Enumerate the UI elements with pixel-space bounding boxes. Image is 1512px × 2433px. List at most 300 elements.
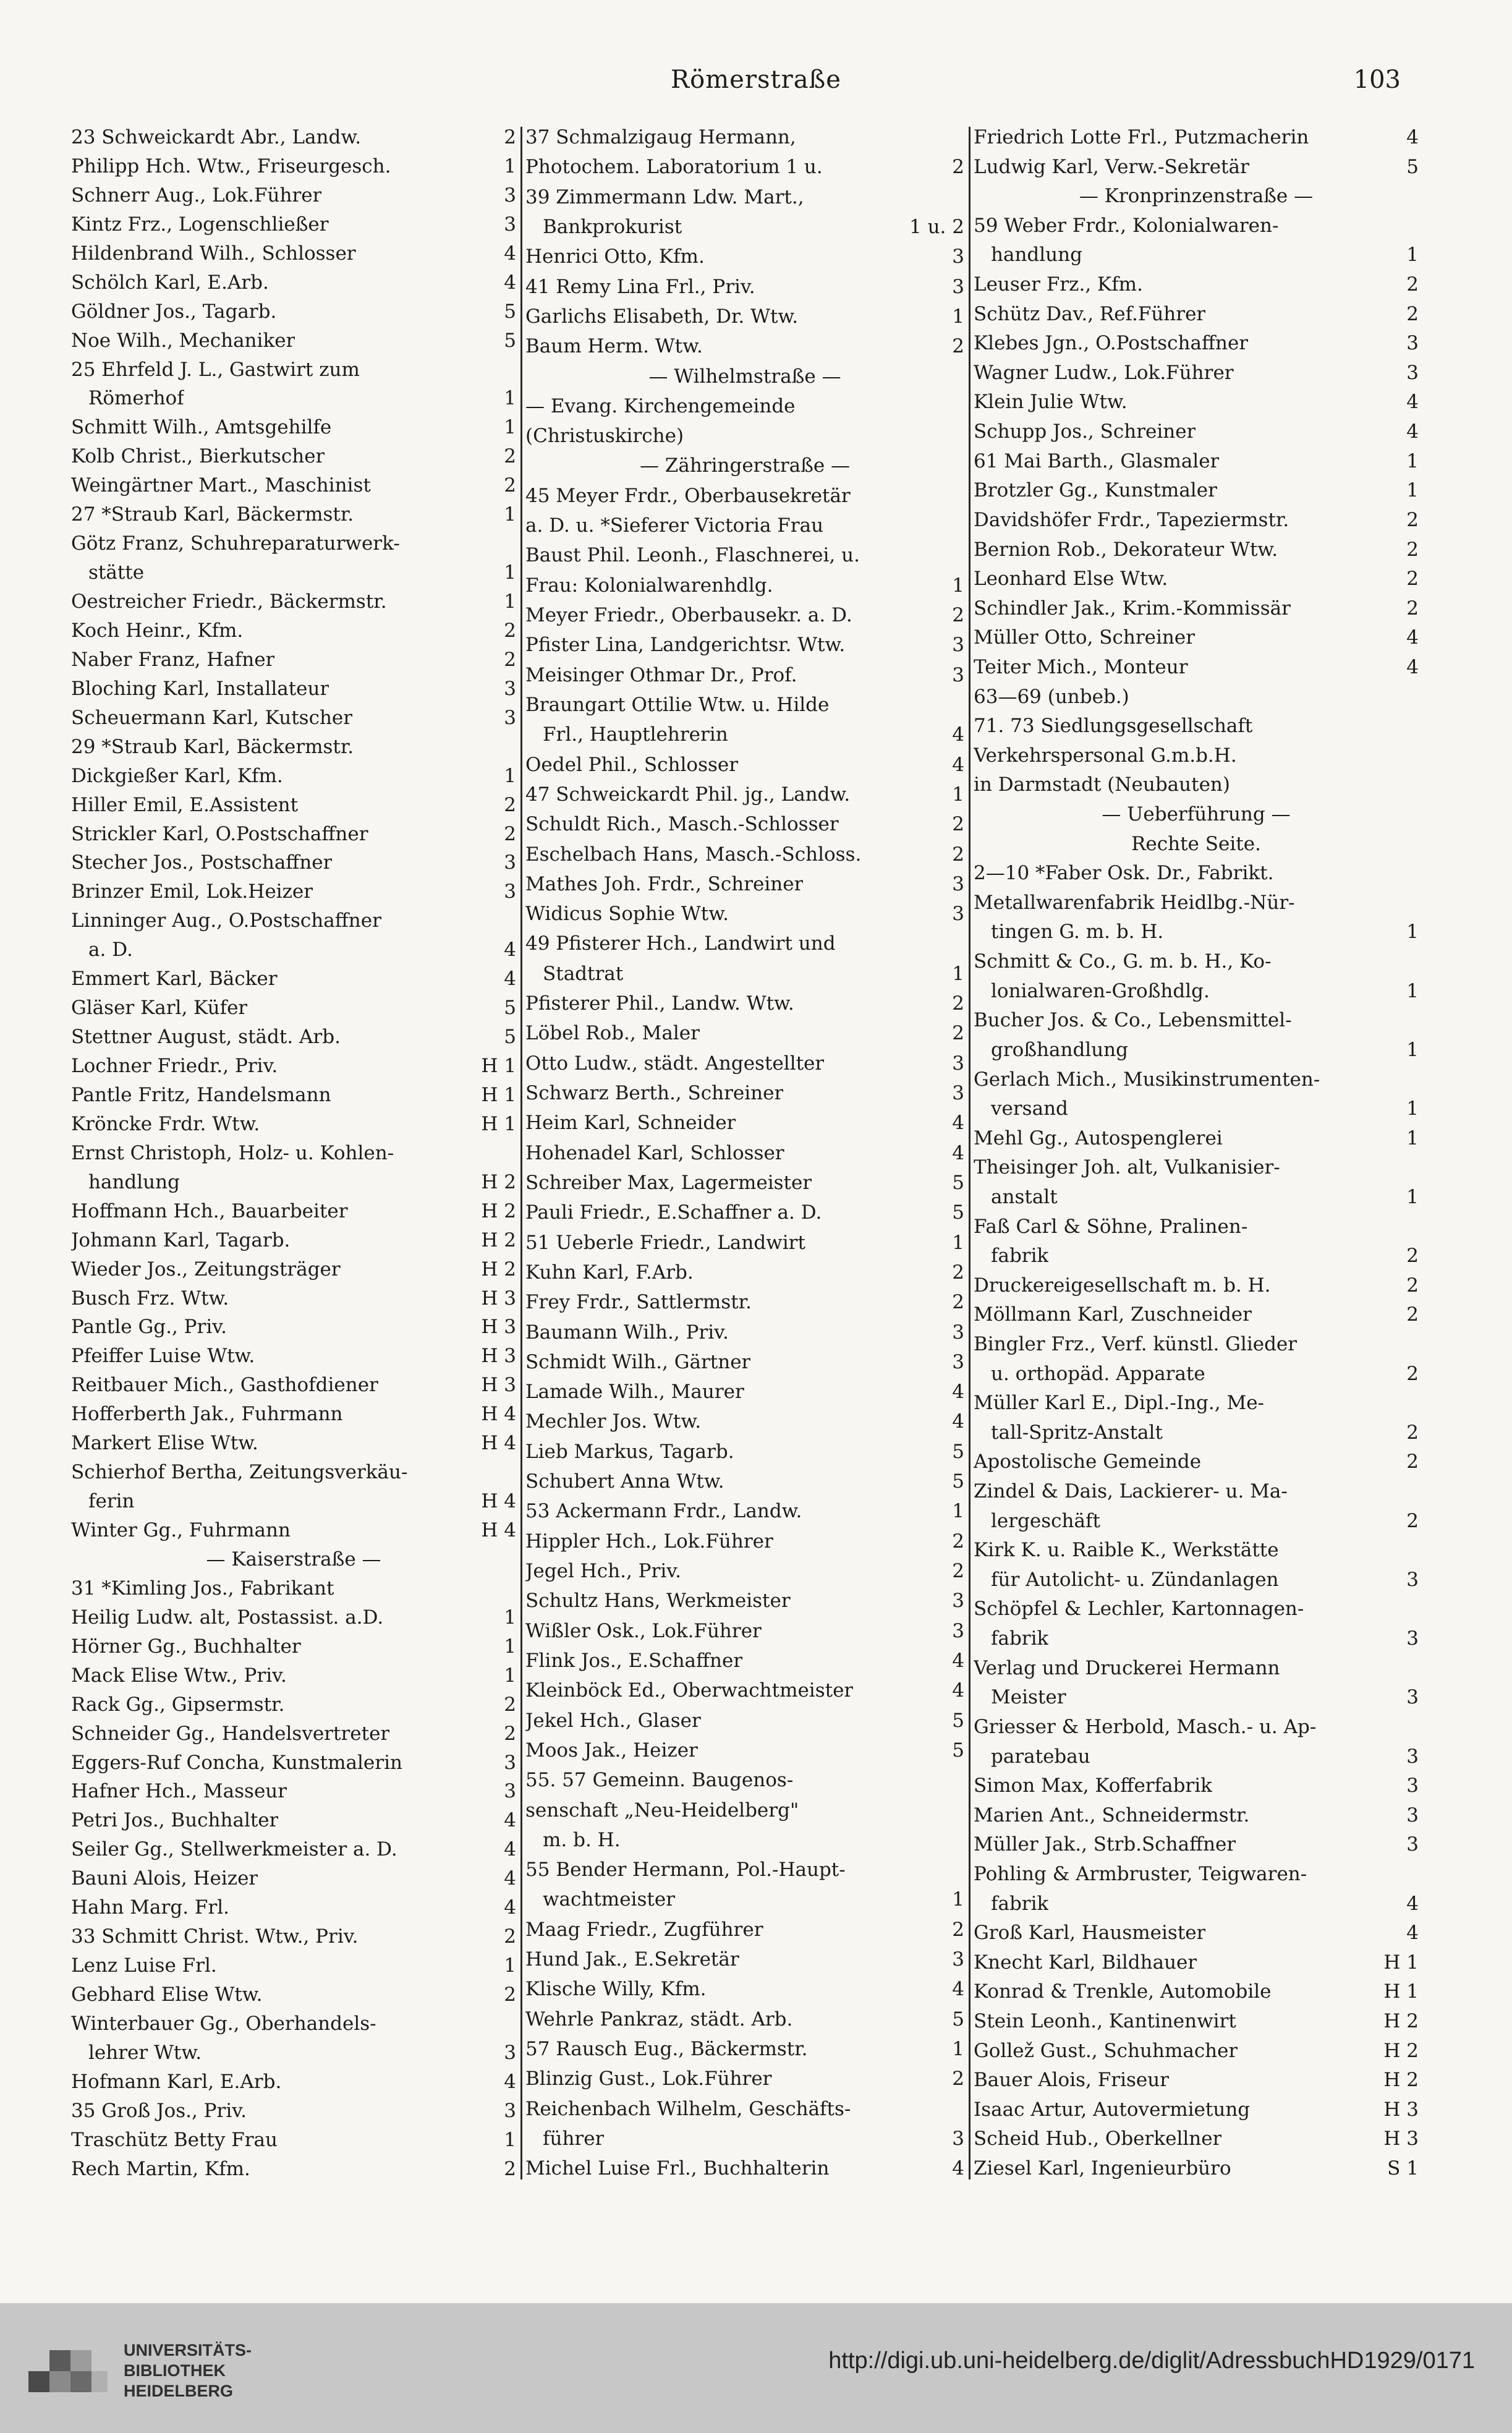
directory-entry — [71, 475, 516, 496]
entry-floor: 3 — [1406, 1628, 1419, 1650]
entry-floor: H 4 — [481, 1404, 516, 1425]
entry-floor: 1 — [504, 1606, 516, 1628]
entry-floor: 1 — [1406, 1127, 1419, 1149]
source-url-link[interactable]: http://digi.ub.uni-heidelberg.de/diglit/AdressbuchHD1929/0171 — [828, 2348, 1475, 2374]
directory-entry — [525, 1979, 964, 2000]
entry-floor: 1 — [952, 1232, 964, 1253]
entry-floor: 2 — [504, 1694, 516, 1715]
entry-floor: 1 — [504, 388, 516, 409]
entry-text: lergeschäft — [991, 1510, 1100, 1532]
entry-floor: H 2 — [481, 1200, 516, 1222]
directory-entry — [525, 1889, 964, 1910]
entry-text: Winter Gg., Fuhrmann — [71, 1520, 291, 1541]
entry-floor: H 3 — [1383, 2099, 1419, 2120]
entry-text: Wehrle Pankraz, städt. Arb. — [525, 2008, 793, 2030]
entry-text: Koch Heinr., Kfm. — [71, 620, 244, 642]
directory-entry — [71, 1114, 516, 1135]
entry-text: Naber Franz, Hafner — [71, 649, 275, 670]
entry-floor: 3 — [1406, 1804, 1419, 1826]
entry-text: Schupp Jos., Schreiner — [974, 421, 1196, 443]
directory-entry — [974, 421, 1419, 442]
entry-text: Theisinger Joh. alt, Vulkanisier- — [974, 1157, 1280, 1178]
entry-floor: 4 — [504, 271, 516, 293]
entry-text: 51 Ueberle Friedr., Landwirt — [525, 1232, 805, 1253]
entry-text: Blinzig Gust., Lok.Führer — [525, 2068, 772, 2090]
entry-text: 61 Mai Barth., Glasmaler — [974, 450, 1220, 472]
entry-text: Gollež Gust., Schuhmacher — [974, 2040, 1238, 2061]
street-heading — [525, 366, 964, 387]
entry-floor: H 2 — [481, 1171, 516, 1193]
directory-entry — [71, 1172, 516, 1193]
entry-floor: 1 u. 2 — [909, 216, 964, 238]
entry-floor: 2 — [952, 336, 964, 357]
entry-text: Kleinböck Ed., Oberwachtmeister — [525, 1680, 854, 1702]
entry-floor: 3 — [1406, 333, 1419, 354]
entry-text: Schubert Anna Wtw. — [525, 1471, 724, 1493]
directory-entry — [71, 852, 516, 873]
directory-entry — [71, 156, 516, 177]
entry-text: Maag Friedr., Zugführer — [525, 1919, 763, 1940]
entry-floor: 2 — [504, 475, 516, 496]
directory-entry — [71, 795, 516, 816]
entry-text: Mehl Gg., Autospenglerei — [974, 1127, 1223, 1149]
directory-entry — [974, 1010, 1419, 1031]
entry-text: Schuldt Rich., Masch.-Schlosser — [525, 814, 839, 835]
entry-floor: H 4 — [481, 1491, 516, 1512]
directory-column-3 — [974, 127, 1419, 2179]
entry-text: anstalt — [991, 1186, 1058, 1208]
directory-entry — [71, 1462, 516, 1483]
directory-entry — [974, 480, 1419, 501]
entry-text: Schnerr Aug., Lok.Führer — [71, 184, 322, 206]
entry-text: Stettner August, städt. Arb. — [71, 1026, 341, 1048]
entry-text: 55. 57 Gemeinn. Baugenos- — [525, 1770, 794, 1791]
directory-entry — [71, 1026, 516, 1047]
entry-floor: 1 — [952, 1501, 964, 1522]
directory-entry — [974, 1716, 1419, 1737]
entry-floor: 4 — [952, 1142, 964, 1164]
entry-text: fabrik — [991, 1893, 1049, 1914]
entry-floor: 2 — [504, 1723, 516, 1744]
entry-floor: 2 — [504, 127, 516, 148]
directory-entry — [974, 2069, 1419, 2090]
directory-entry — [71, 1636, 516, 1657]
directory-entry — [974, 1952, 1419, 1973]
directory-entry — [525, 605, 964, 626]
directory-entry — [71, 1868, 516, 1889]
entry-text: versand — [991, 1098, 1068, 1120]
directory-entry — [525, 336, 964, 357]
entry-floor: 4 — [952, 1650, 964, 1672]
directory-entry — [71, 1374, 516, 1395]
directory-entry — [525, 2158, 964, 2179]
entry-floor: 2 — [952, 1919, 964, 1940]
entry-text: Eschelbach Hans, Masch.-Schloss. — [525, 843, 862, 865]
directory-entry — [974, 1304, 1419, 1325]
directory-entry — [974, 1628, 1419, 1649]
entry-text: Bloching Karl, Installateur — [71, 678, 329, 699]
entry-floor: 1 — [504, 417, 516, 438]
directory-entry — [974, 1392, 1419, 1413]
entry-floor: 2 — [504, 2158, 516, 2179]
entry-text: Brotzler Gg., Kunstmaler — [974, 480, 1217, 501]
entry-text: Braungart Ottilie Wtw. u. Hilde — [525, 694, 830, 716]
entry-floor: 3 — [952, 903, 964, 925]
directory-entry — [974, 1540, 1419, 1561]
entry-text: Moos Jak., Heizer — [525, 1739, 698, 1761]
directory-entry — [525, 1650, 964, 1671]
entry-floor: 3 — [952, 634, 964, 656]
directory-entry — [71, 1491, 516, 1512]
directory-entry — [71, 1694, 516, 1715]
directory-entry — [974, 568, 1419, 589]
entry-text: tingen G. m. b. H. — [991, 921, 1164, 943]
entry-text: Johmann Karl, Tagarb. — [71, 1229, 291, 1251]
directory-entry — [71, 736, 516, 757]
entry-text: Schöpfel & Lechler, Kartonnagen- — [974, 1598, 1304, 1620]
entry-floor: 2 — [952, 156, 964, 178]
entry-text: 49 Pfisterer Hch., Landwirt und — [525, 933, 836, 955]
directory-entry — [71, 2158, 516, 2179]
entry-text: Meister — [991, 1687, 1066, 1708]
entry-floor: 3 — [504, 213, 516, 235]
directory-entry — [525, 485, 964, 506]
directory-entry — [71, 2071, 516, 2092]
entry-floor: 2 — [1406, 1245, 1419, 1267]
entry-text: lehrer Wtw. — [88, 2042, 202, 2063]
directory-entry — [71, 1230, 516, 1251]
entry-text: Müller Karl E., Dipl.-Ing., Me- — [974, 1392, 1265, 1414]
entry-text: Jekel Hch., Glaser — [525, 1710, 701, 1731]
entry-floor: 5 — [504, 997, 516, 1019]
entry-text: Weingärtner Mart., Maschinist — [71, 475, 371, 496]
directory-entry — [525, 1859, 964, 1880]
entry-floor: H 2 — [481, 1258, 516, 1280]
entry-text: Hund Jak., E.Sekretär — [525, 1949, 739, 1971]
entry-floor: 2 — [504, 1926, 516, 1948]
entry-text: Müller Jak., Strb.Schaffner — [974, 1834, 1236, 1856]
entry-text: Lenz Luise Frl. — [71, 1955, 217, 1977]
entry-floor: 4 — [1406, 391, 1419, 413]
entry-text: paratebau — [991, 1745, 1090, 1767]
entry-floor: 3 — [504, 1752, 516, 1773]
entry-text: Pfisterer Phil., Landw. Wtw. — [525, 993, 794, 1015]
directory-entry — [974, 539, 1419, 560]
entry-floor: 4 — [952, 1411, 964, 1433]
directory-entry — [974, 1746, 1419, 1767]
directory-entry — [974, 156, 1419, 177]
directory-entry — [525, 784, 964, 805]
directory-entry — [525, 1352, 964, 1373]
entry-text: a. D. u. *Sieferer Victoria Frau — [525, 515, 824, 537]
entry-floor: 1 — [1406, 480, 1419, 501]
entry-text: Kröncke Frdr. Wtw. — [71, 1113, 260, 1135]
entry-floor: 1 — [504, 562, 516, 584]
entry-text: Leonhard Else Wtw. — [974, 568, 1168, 590]
directory-entry — [71, 1578, 516, 1599]
entry-text: 71. 73 Siedlungsgesellschaft — [974, 715, 1253, 737]
entry-floor: 3 — [952, 1590, 964, 1612]
entry-floor: 1 — [504, 2129, 516, 2150]
street-heading — [974, 185, 1419, 207]
entry-floor: 5 — [952, 1471, 964, 1493]
directory-entry — [974, 2099, 1419, 2120]
directory-entry — [525, 1023, 964, 1044]
directory-entry — [974, 127, 1419, 148]
directory-entry — [974, 715, 1419, 736]
directory-entry — [71, 2100, 516, 2121]
entry-text: 25 Ehrfeld J. L., Gastwirt zum — [71, 359, 360, 380]
directory-entry — [525, 1411, 964, 1432]
directory-entry — [974, 362, 1419, 383]
entry-floor: 2 — [504, 794, 516, 816]
directory-entry — [525, 425, 964, 446]
directory-entry — [974, 1775, 1419, 1796]
entry-text: Bauer Alois, Friseur — [974, 2069, 1170, 2091]
entry-text: u. orthopäd. Apparate — [991, 1363, 1205, 1384]
entry-floor: 4 — [504, 1868, 516, 1890]
entry-floor: 3 — [952, 1052, 964, 1074]
street-heading — [71, 1549, 516, 1570]
entry-floor: 1 — [1406, 244, 1419, 266]
entry-text: Hohenadel Karl, Schlosser — [525, 1142, 784, 1164]
entry-text: Verlag und Druckerei Hermann — [974, 1657, 1280, 1679]
entry-floor: 1 — [1406, 1098, 1419, 1120]
entry-text: Pantle Gg., Priv. — [71, 1316, 227, 1338]
entry-text: Möllmann Karl, Zuschneider — [974, 1304, 1252, 1326]
entry-text: Noe Wilh., Mechaniker — [71, 330, 295, 351]
entry-text: Wieder Jos., Zeitungsträger — [71, 1258, 341, 1280]
entry-text: 29 *Straub Karl, Bäckermstr. — [71, 736, 354, 757]
entry-floor: 4 — [504, 968, 516, 990]
entry-text: Bernion Rob., Dekorateur Wtw. — [974, 539, 1278, 560]
entry-text: fabrik — [991, 1245, 1049, 1267]
directory-entry — [525, 1083, 964, 1104]
entry-floor: 3 — [952, 276, 964, 297]
entry-text: 47 Schweickardt Phil. jg., Landw. — [525, 783, 851, 805]
library-name — [124, 2340, 252, 2401]
directory-entry — [974, 1893, 1419, 1914]
entry-floor: 2 — [1406, 1451, 1419, 1473]
entry-text: Lochner Friedr., Priv. — [71, 1055, 278, 1077]
entry-text: Hörner Gg., Buchhalter — [71, 1635, 301, 1657]
directory-entry — [525, 933, 964, 954]
directory-entry — [974, 1922, 1419, 1943]
entry-floor: 2 — [952, 1292, 964, 1313]
directory-entry — [71, 649, 516, 670]
directory-entry — [71, 1143, 516, 1164]
entry-floor: 2 — [504, 1984, 516, 2006]
directory-columns — [71, 127, 1419, 2179]
column-divider — [520, 127, 522, 2179]
entry-text: Michel Luise Frl., Buchhalterin — [525, 2158, 830, 2179]
directory-entry — [525, 396, 964, 417]
directory-entry — [525, 1441, 964, 1462]
directory-entry — [974, 1511, 1419, 1532]
entry-text: — Wilhelmstraße — — [648, 365, 841, 387]
entry-text: Hofmann Karl, E.Arb. — [71, 2071, 282, 2092]
entry-floor: 4 — [1406, 421, 1419, 443]
entry-text: Hahn Marg. Frl. — [71, 1897, 229, 1919]
entry-floor: 4 — [952, 1112, 964, 1134]
directory-entry — [974, 598, 1419, 619]
entry-text: Lamade Wilh., Maurer — [525, 1381, 744, 1403]
entry-floor: 4 — [1406, 1893, 1419, 1914]
entry-text: Hiller Emil, E.Assistent — [71, 794, 299, 816]
entry-floor: 1 — [1406, 450, 1419, 472]
entry-text: Konrad & Trenkle, Automobile — [974, 1981, 1272, 2003]
directory-entry — [974, 1363, 1419, 1384]
directory-entry — [71, 1084, 516, 1106]
entry-text: (Christuskirche) — [525, 425, 684, 447]
entry-floor: 2 — [952, 1261, 964, 1283]
entry-floor: 1 — [952, 963, 964, 984]
directory-entry — [525, 694, 964, 715]
directory-entry — [71, 562, 516, 583]
entry-floor: 1 — [504, 504, 516, 526]
entry-text: Gebhard Elise Wtw. — [71, 1984, 263, 2006]
entry-text: Scheid Hub., Oberkellner — [974, 2128, 1222, 2150]
directory-entry — [525, 1830, 964, 1851]
entry-text: Verkehrspersonal G.m.b.H. — [974, 744, 1237, 766]
directory-entry — [974, 1157, 1419, 1178]
entry-floor: 3 — [504, 678, 516, 699]
directory-entry — [974, 1687, 1419, 1708]
directory-entry — [71, 1752, 516, 1773]
directory-entry — [71, 1259, 516, 1280]
entry-text: — Kaiserstraße — — [206, 1548, 381, 1570]
directory-column-2 — [525, 127, 964, 2179]
entry-text: Markert Elise Wtw. — [71, 1433, 258, 1454]
directory-entry — [71, 1520, 516, 1541]
entry-floor: 2 — [952, 814, 964, 835]
entry-text: Petri Jos., Buchhalter — [71, 1810, 279, 1831]
entry-floor: 1 — [504, 1955, 516, 1977]
directory-entry — [71, 1345, 516, 1366]
directory-entry — [525, 2039, 964, 2060]
entry-text: Rech Martin, Kfm. — [71, 2158, 250, 2179]
library-name-line: BIBLIOTHEK — [124, 2361, 226, 2380]
entry-floor: H 1 — [1383, 1951, 1419, 1973]
entry-floor: 1 — [952, 783, 964, 805]
directory-entry — [525, 127, 964, 148]
entry-floor: 2 — [1406, 509, 1419, 531]
entry-text: Strickler Karl, O.Postschaffner — [71, 823, 368, 845]
entry-floor: H 3 — [481, 1345, 516, 1367]
entry-floor: 2 — [1406, 1304, 1419, 1326]
entry-floor: H 2 — [1383, 2040, 1419, 2061]
directory-entry — [525, 2099, 964, 2120]
entry-text: Pantle Fritz, Handelsmann — [71, 1084, 331, 1106]
entry-floor: 2 — [952, 993, 964, 1015]
entry-text: 45 Meyer Frdr., Oberbausekretär — [525, 485, 851, 506]
directory-entry — [71, 1781, 516, 1802]
directory-entry — [71, 533, 516, 554]
entry-floor: 2 — [1406, 1363, 1419, 1384]
directory-entry — [71, 2042, 516, 2063]
entry-text: Klebes Jgn., O.Postschaffner — [974, 333, 1249, 354]
entry-floor: 4 — [1406, 656, 1419, 678]
directory-entry — [525, 903, 964, 924]
directory-entry — [71, 272, 516, 293]
directory-entry — [974, 2128, 1419, 2149]
entry-floor: 3 — [504, 1781, 516, 1802]
entry-floor: 1 — [504, 591, 516, 613]
entry-text: Klische Willy, Kfm. — [525, 1979, 707, 2000]
entry-text: Schmidt Wilh., Gärtner — [525, 1351, 751, 1373]
entry-text: Frl., Hauptlehrerin — [543, 724, 728, 746]
entry-text: Griesser & Herbold, Masch.- u. Ap- — [974, 1716, 1317, 1737]
entry-floor: 5 — [952, 2008, 964, 2030]
entry-text: Schmitt Wilh., Amtsgehilfe — [71, 417, 332, 438]
directory-entry — [525, 844, 964, 865]
directory-entry — [71, 1316, 516, 1337]
directory-entry — [525, 246, 964, 267]
entry-floor: 4 — [1406, 127, 1419, 148]
entry-text: Faß Carl & Söhne, Pralinen- — [974, 1216, 1248, 1237]
entry-text: für Autolicht- u. Zündanlagen — [991, 1569, 1279, 1590]
entry-text: 33 Schmitt Christ. Wtw., Priv. — [71, 1926, 359, 1948]
directory-entry — [974, 1451, 1419, 1472]
entry-floor: 2 — [1406, 539, 1419, 560]
directory-entry — [974, 921, 1419, 942]
entry-text: Heilig Ludw. alt, Postassist. a.D. — [71, 1606, 384, 1628]
entry-text: Baumann Wilh., Priv. — [525, 1321, 729, 1343]
entry-text: Druckereigesellschaft m. b. H. — [974, 1274, 1271, 1296]
directory-entry — [525, 754, 964, 775]
entry-text: Stecher Jos., Postschaffner — [71, 852, 333, 874]
directory-entry — [974, 1069, 1419, 1090]
entry-text: Hildenbrand Wilh., Schlosser — [71, 242, 356, 264]
entry-text: großhandlung — [991, 1039, 1128, 1060]
entry-text: 55 Bender Hermann, Pol.-Haupt- — [525, 1859, 846, 1881]
entry-text: — Kronprinzenstraße — — [1079, 185, 1314, 207]
directory-entry — [525, 2009, 964, 2030]
directory-entry — [974, 391, 1419, 412]
entry-text: Mechler Jos. Wtw. — [525, 1411, 702, 1433]
entry-text: Meyer Friedr., Oberbausekr. a. D. — [525, 605, 852, 626]
entry-floor: 2 — [1406, 568, 1419, 590]
directory-entry — [71, 1404, 516, 1425]
entry-floor: 5 — [504, 330, 516, 351]
directory-entry — [71, 185, 516, 206]
directory-entry — [525, 665, 964, 686]
directory-entry — [974, 745, 1419, 766]
entry-floor: 4 — [952, 2158, 964, 2179]
entry-floor: 3 — [504, 2100, 516, 2121]
entry-floor: H 1 — [481, 1113, 516, 1135]
directory-entry — [525, 814, 964, 835]
directory-entry — [525, 1590, 964, 1611]
directory-entry — [525, 1501, 964, 1522]
entry-floor: 3 — [1406, 362, 1419, 383]
entry-text: Ziesel Karl, Ingenieurbüro — [974, 2158, 1231, 2179]
directory-entry — [974, 333, 1419, 354]
entry-floor: 3 — [952, 246, 964, 268]
column-divider — [969, 127, 970, 2179]
directory-entry — [71, 1926, 516, 1947]
directory-entry — [525, 1710, 964, 1731]
entry-text: 31 *Kimling Jos., Fabrikant — [71, 1577, 334, 1599]
entry-text: Pauli Friedr., E.Schaffner a. D. — [525, 1202, 822, 1224]
entry-floor: 3 — [504, 2042, 516, 2063]
entry-floor: 3 — [1406, 1834, 1419, 1856]
directory-entry — [71, 1810, 516, 1831]
directory-entry — [974, 2011, 1419, 2032]
directory-entry — [525, 1621, 964, 1642]
directory-entry — [974, 2158, 1419, 2179]
directory-entry — [974, 1805, 1419, 1826]
